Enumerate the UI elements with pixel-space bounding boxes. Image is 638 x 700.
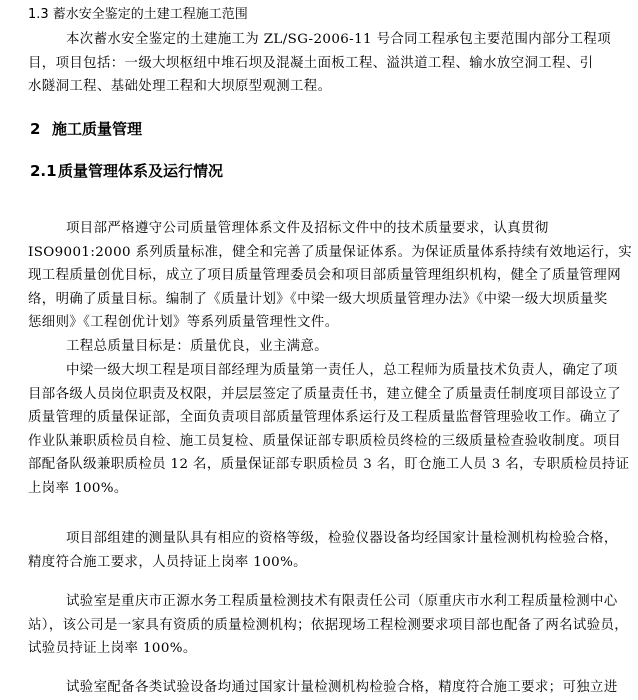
paragraph-line: 质量管理的质量保证部，全面负责项目部质量管理体系运行及工程质量监督管理验收工作。确立了	[28, 410, 621, 426]
body-paragraph-3	[28, 359, 628, 501]
paragraph-line: 惩细则》《工程创优计划》等系列质量管理性文件。	[28, 315, 339, 331]
section-1-3-heading: 1.3 蓄水安全鉴定的土建工程施工范围	[28, 7, 248, 22]
paragraph-line: 目部各级人员岗位职责及权限，并层层签定了质量责任书，建立健全了质量责任制度项目部设立了	[28, 386, 621, 402]
section-2-1-number: 2.1	[30, 162, 57, 180]
section-2-1-title: 质量管理体系及运行情况	[58, 162, 224, 180]
paragraph-line: 工程总质量目标是：质量优良，业主满意。	[66, 339, 329, 354]
paragraph-line: 试验室是重庆市正源水务工程质量检测技术有限责任公司（原重庆市水利工程质量检测中心	[66, 594, 618, 609]
paragraph-line: 目，项目包括：一级大坝枢纽中堆石坝及混凝土面板工程、溢洪道工程、输水放空洞工程、引	[28, 55, 594, 71]
paragraph-line: 中梁一级大坝工程是项目部经理为质量第一责任人，总工程师为质量技术负责人，确定了项	[66, 363, 618, 378]
paragraph-line: ISO9001:2000 系列质量标准，健全和完善了质量保证体系。为保证质量体系持续有效地运行，实	[28, 244, 633, 260]
section-2-heading	[30, 118, 142, 140]
section-2-1-heading	[30, 160, 223, 182]
paragraph-line: 项目部组建的测量队具有相应的资格等级，检验仪器设备均经国家计量检测机构检验合格，	[66, 531, 618, 546]
section-2-number: 2	[30, 120, 41, 138]
paragraph-line: 项目部严格遵守公司质量管理体系文件及招标文件中的技术质量要求，认真贯彻	[66, 221, 549, 236]
body-paragraph-4	[28, 527, 628, 574]
body-paragraph-6	[28, 676, 628, 700]
body-paragraph-5	[28, 590, 628, 661]
body-paragraph-2	[28, 335, 628, 359]
paragraph-line: 试验员持证上岗率 100%。	[28, 641, 197, 657]
paragraph-line: 水隧洞工程、基础处理工程和大坝原型观测工程。	[28, 79, 332, 95]
paragraph-line: 上岗率 100%。	[28, 480, 128, 496]
paragraph-line: 部配备队级兼职质检员 12 名，质量保证部专职质检员 3 名，盯仓施工人员 3 名，专职质检员持证	[28, 457, 630, 473]
paragraph-line: 试验室配备各类试验设备均通过国家计量检测机构检验合格，精度符合施工要求；可独立进	[66, 680, 618, 695]
paragraph-line: 本次蓄水安全鉴定的土建施工为 ZL/SG-2006-11 号合同工程承包主要范围内部分工程项	[66, 32, 612, 47]
section-1-3-paragraph	[28, 28, 628, 99]
body-paragraph-1	[28, 217, 633, 335]
section-2-title: 施工质量管理	[52, 120, 143, 138]
paragraph-line: 站），该公司是一家具有资质的质量检测机构；依据现场工程检测要求项目部也配备了两名试验员，	[28, 617, 629, 633]
paragraph-line: 精度符合施工要求，人员持证上岗率 100%。	[28, 554, 307, 570]
paragraph-line: 作业队兼职质检员自检、施工员复检、质量保证部专职质检员终检的三级质量检查验收制度。项目	[28, 433, 621, 449]
paragraph-line: 络，明确了质量目标。编制了《质量计划》《中梁一级大坝质量管理办法》《中梁一级大坝质量奖	[28, 291, 608, 307]
paragraph-line: 现工程质量创优目标，成立了项目质量管理委员会和项目部质量管理组织机构，健全了质量管理网	[28, 268, 621, 284]
